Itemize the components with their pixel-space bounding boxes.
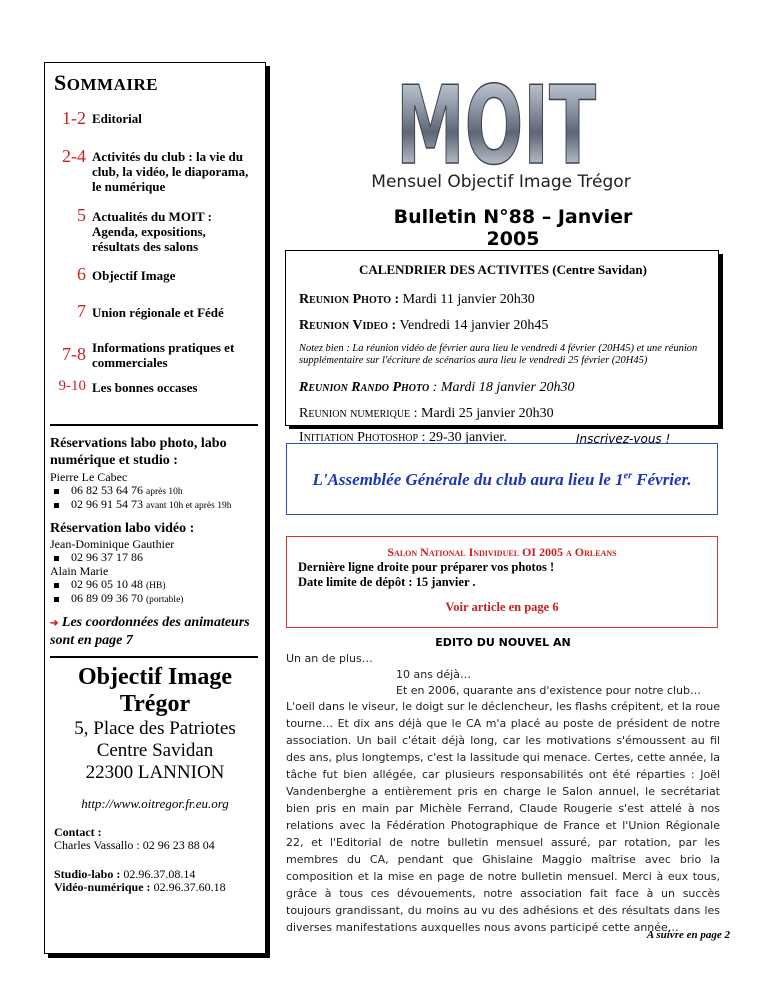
- toc-text-3[interactable]: Actualités du MOIT : Agenda, expositions, résultats des salons: [92, 209, 213, 254]
- inscrivez-link[interactable]: Inscrivez-vous !: [576, 432, 671, 446]
- video-contact-1-phone: 02 96 37 17 86: [54, 551, 143, 564]
- edito-line-2: 10 ans déjà…: [396, 668, 471, 681]
- calendar-video: Reunion Video : Vendredi 14 janvier 20h45: [299, 318, 549, 333]
- edito-title: EDITO DU NOUVEL AN: [435, 636, 571, 649]
- calendar-photoshop: Initiation Photoshop : 29-30 janvier.: [299, 430, 507, 445]
- calendar-note: Notez bien : La réunion vidéo de février aura lieu le vendredi 4 février (20H45) et une réunion supplémentaire sur l'écriture de scénarios aura lieu le vendredi 25 février (20H45): [299, 343, 698, 366]
- bullet-icon: [54, 489, 59, 494]
- video-line: Vidéo-numérique : 02.96.37.60.18: [54, 880, 226, 894]
- animateurs-note: ➔ Les coordonnées des animateurs sont en page 7: [50, 615, 250, 648]
- calendar-title: CALENDRIER DES ACTIVITES (Centre Savidan): [359, 262, 647, 277]
- calendar-shadow: [719, 254, 723, 429]
- calendar-rando: Reunion Rando Photo : Mardi 18 janvier 20h30: [299, 380, 575, 395]
- toc-num-1: 1-2: [62, 108, 86, 128]
- bullet-icon: [54, 583, 59, 588]
- bullet-icon: [54, 556, 59, 561]
- video-contact-2-phone-2: 06 89 09 36 70 (portable): [54, 592, 183, 607]
- arrow-icon: ➔: [50, 618, 59, 629]
- reservations-phone-1: 06 82 53 64 76 après 10h: [54, 484, 183, 499]
- bullet-icon: [54, 503, 59, 508]
- club-name: Objectif Image Trégor: [78, 664, 232, 717]
- edito-line-1: Un an de plus…: [286, 652, 373, 665]
- toc-text-4[interactable]: Objectif Image: [92, 268, 176, 283]
- edito-body: L'oeil dans le viseur, le doigt sur le déclencheur, les flashs crépitent, et la roue tourne… Et dix ans déjà que le CA m'a placé au poste de président de notre association. Un bail c'était déjà long, car les motivations s'émoussent au fil des ans, plus longtemps, c'est la lassitude qui menace. Certes, cette année, la tâche fut bien allégée, car plusieurs responsabilités ont été réparties : Joël Vandenberghe a entièrement pris en charge le Salon annuel, le secrétariat bien pris en main par Michèle Ferrand, Claude Rougerie s'est attelé à nos relations avec la Fédération Photographique de France et l'Union Régionale 22, et l'Editorial de notre bulletin mensuel assuré, par rotation, par les membres du CA, pendant que Ghislaine Maggio maîtrise avec brio la composition et la mise en page de notre bulletin mensuel. Merci à eux tous, grâce à tous ces dévouements, notre association fait face à un succès toujours grandissant, du moins au vu des adhésions et des résultats dans les diverses manifestations auxquelles nous avons participé cette année…: [286, 700, 720, 934]
- svg-text:MOIT: MOIT: [396, 64, 597, 173]
- calendar-shadow-bottom: [289, 426, 723, 429]
- bulletin-number: Bulletin N°88 – Janvier 2005: [393, 206, 633, 250]
- bullet-icon: [54, 597, 59, 602]
- moit-logo: [392, 55, 600, 173]
- contact-label: Contact :: [54, 825, 102, 839]
- reservations-phone-2: 02 96 91 54 73 avant 10h et après 19h: [54, 498, 231, 513]
- reservations-contact: Pierre Le Cabec: [50, 470, 128, 484]
- toc-num-5: 7: [77, 301, 86, 321]
- video-contact-1: Jean-Dominique Gauthier: [50, 537, 175, 551]
- video-heading: Réservation labo vidéo :: [50, 521, 195, 536]
- divider: [50, 424, 258, 426]
- studio-line: Studio-labo : 02.96.37.08.14: [54, 867, 196, 881]
- toc-text-6[interactable]: Informations pratiques et commerciales: [92, 340, 235, 370]
- toc-num-3: 5: [77, 205, 86, 225]
- sidebar-shadow: [266, 66, 270, 956]
- toc-text-7[interactable]: Les bonnes occases: [92, 380, 198, 395]
- toc-num-7: 9-10: [58, 378, 86, 394]
- salon-text: Dernière ligne droite pour préparer vos photos ! Date limite de dépôt : 15 janvier .: [298, 560, 555, 589]
- toc-num-6: 7-8: [62, 344, 86, 364]
- reservations-heading: Réservations labo photo, labo numérique et studio :: [50, 436, 227, 468]
- ag-announcement: L'Assemblée Générale du club aura lieu le 1er Février.: [312, 470, 692, 489]
- club-website[interactable]: http://www.oitregor.fr.eu.org: [81, 796, 229, 811]
- calendar-photo: Reunion Photo : Mardi 11 janvier 20h30: [299, 292, 535, 307]
- sommaire-title: SOMMAIRE: [54, 70, 159, 95]
- video-contact-2: Alain Marie: [50, 564, 109, 578]
- salon-link[interactable]: Voir article en page 6: [445, 600, 559, 614]
- contact-value: Charles Vassallo : 02 96 23 88 04: [54, 838, 215, 852]
- edito-continued[interactable]: A suivre en page 2: [646, 929, 730, 941]
- sidebar-shadow-bottom: [48, 954, 270, 958]
- salon-title: Salon National Individuel OI 2005 a Orleans: [387, 545, 617, 559]
- toc-num-4: 6: [77, 264, 86, 284]
- masthead-subtitle: Mensuel Objectif Image Trégor: [371, 172, 631, 192]
- toc-text-1[interactable]: Editorial: [92, 111, 142, 126]
- video-contact-2-phone-1: 02 96 05 10 48 (HB): [54, 578, 166, 593]
- club-address: 5, Place des Patriotes Centre Savidan 22300 LANNION: [74, 718, 236, 783]
- edito-line-3: Et en 2006, quarante ans d'existence pour notre club…: [396, 684, 701, 697]
- toc-num-2: 2-4: [62, 146, 86, 166]
- calendar-numerique: Reunion numerique : Mardi 25 janvier 20h30: [299, 406, 554, 421]
- toc-text-5[interactable]: Union régionale et Fédé: [92, 305, 224, 320]
- toc-text-2[interactable]: Activités du club : la vie du club, la vidéo, le diaporama, le numérique: [92, 149, 249, 194]
- divider: [50, 656, 258, 658]
